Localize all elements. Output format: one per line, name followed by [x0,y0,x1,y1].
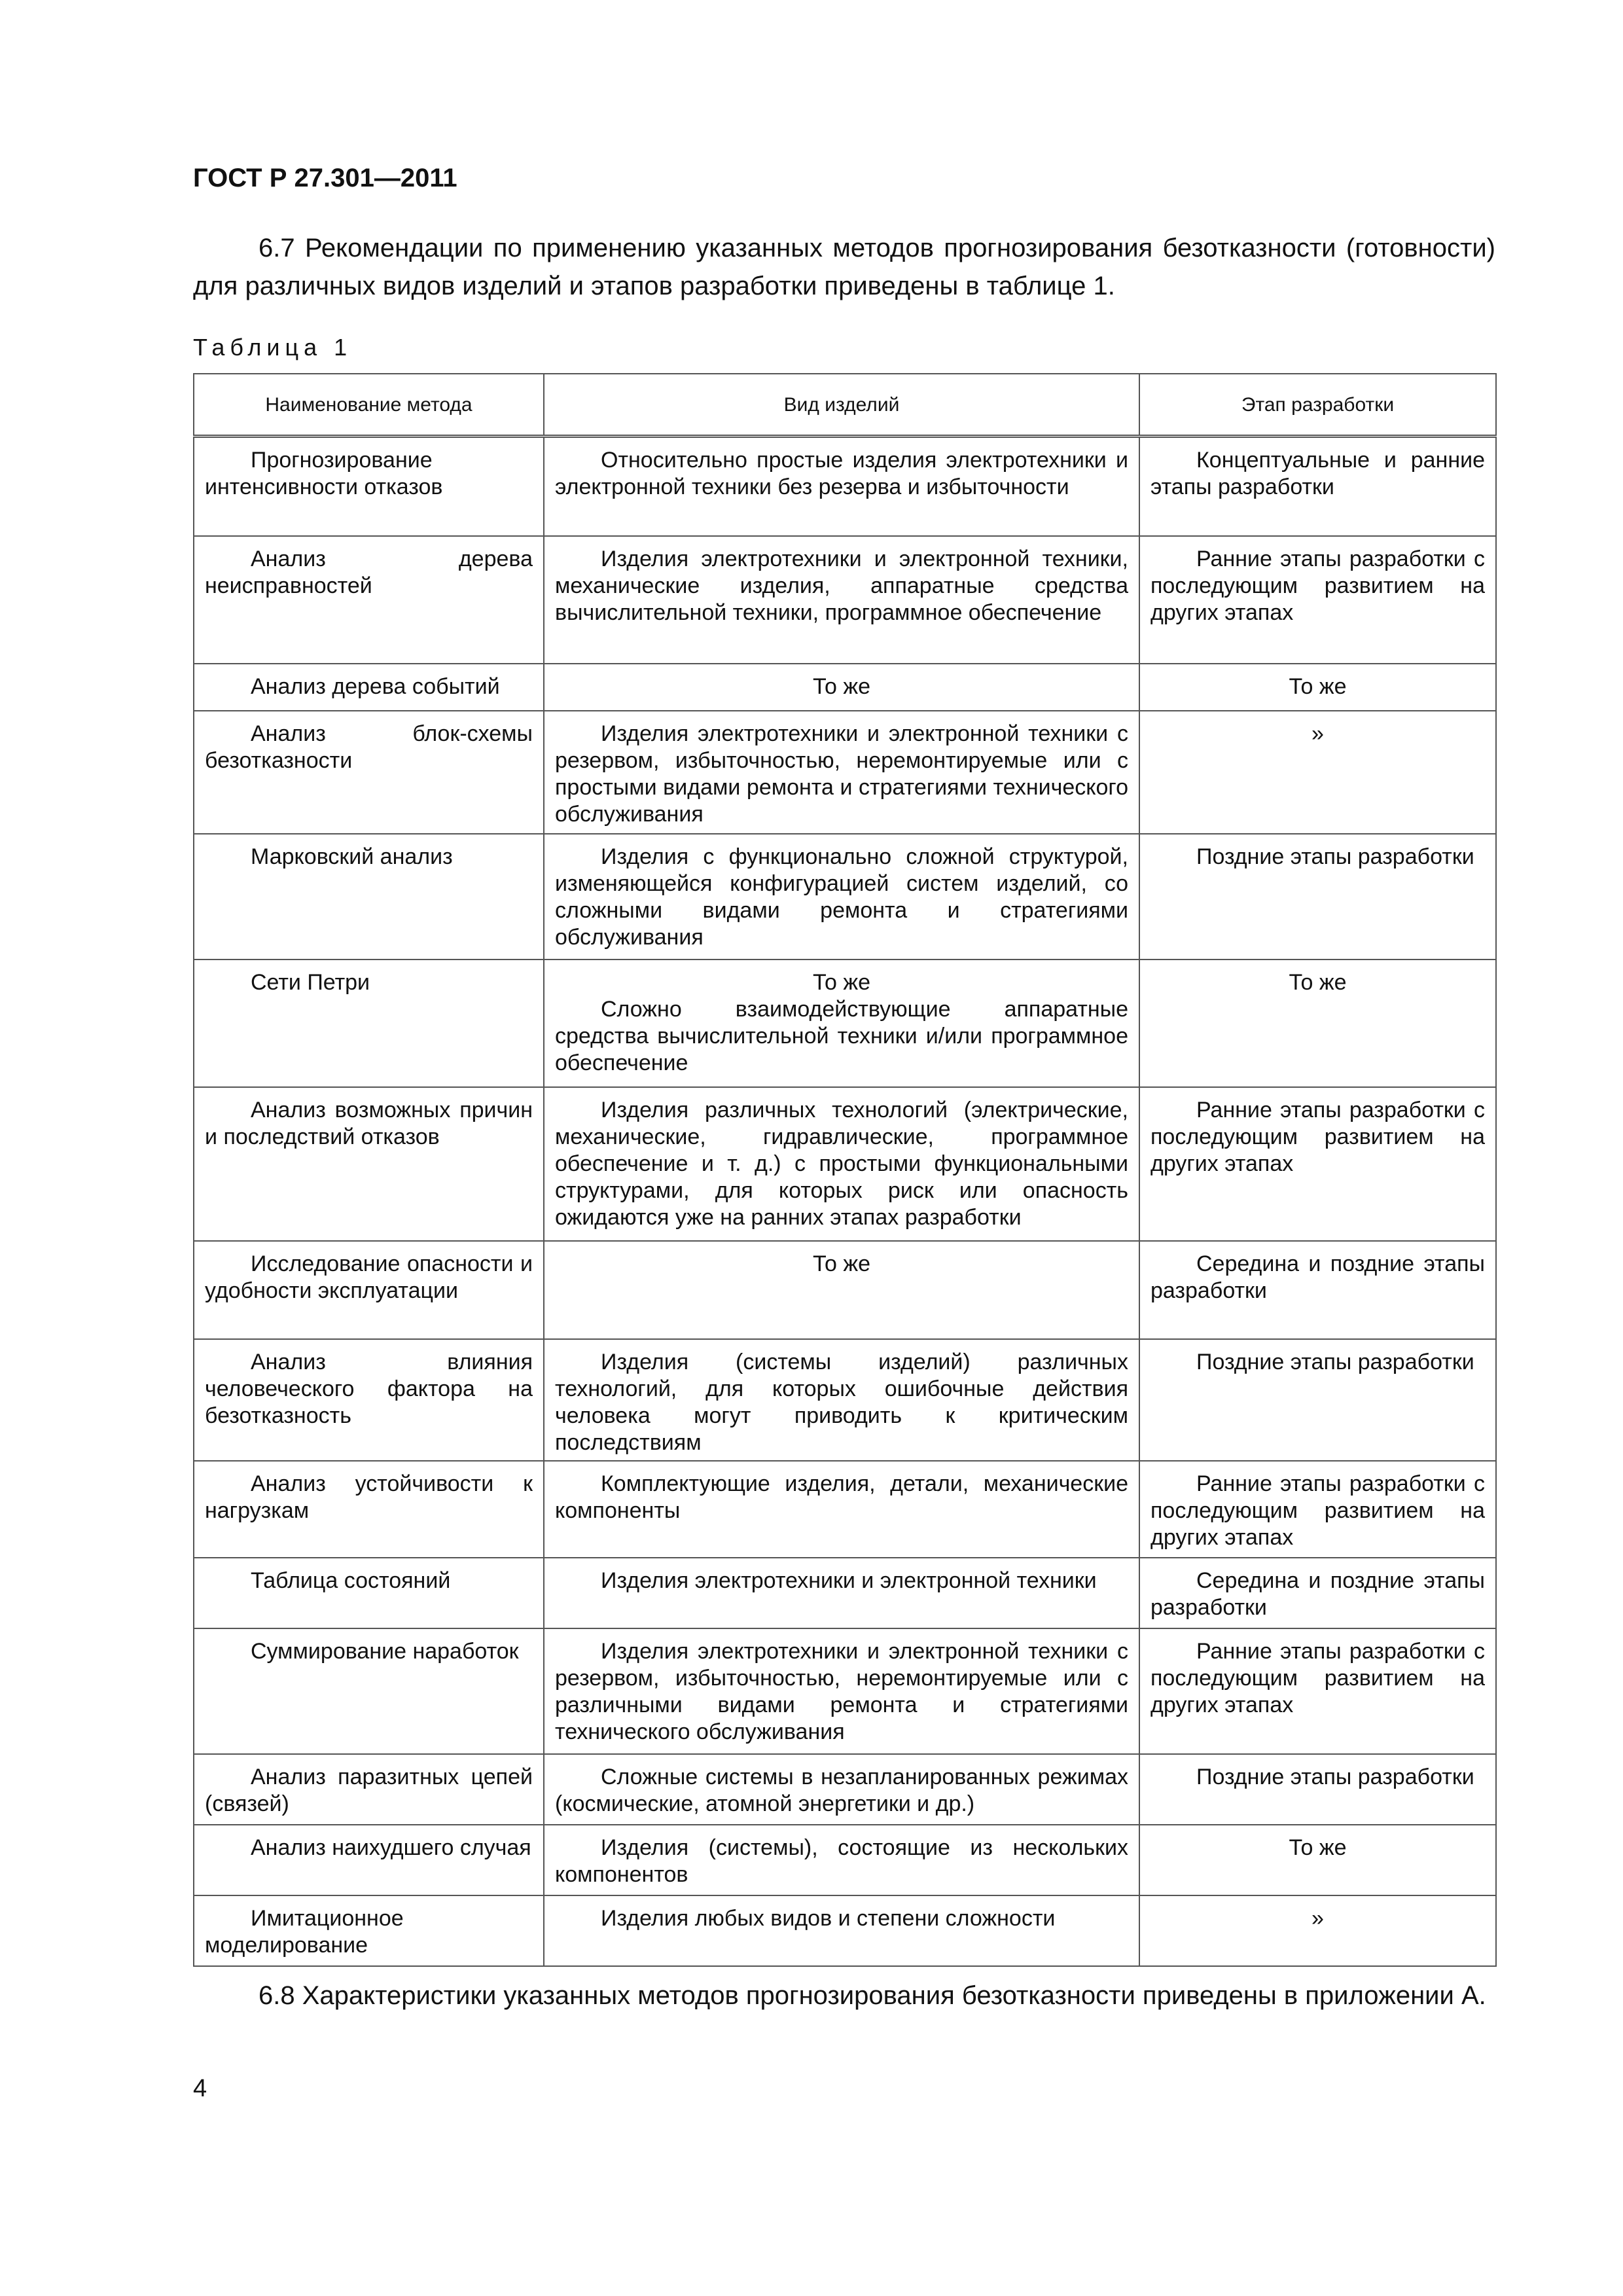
table-row [194,664,1496,711]
products-cell [544,960,1139,1087]
stage-cell: То же [1139,960,1496,1087]
stage-cell: » [1139,711,1496,834]
table-header-row [194,374,1496,437]
table-row [194,1754,1496,1825]
header-products: Вид изделий [544,374,1139,437]
stage-cell: Середина и поздние этапы разработки [1139,1241,1496,1339]
method-cell: Сети Петри [194,960,544,1087]
method-cell: Анализ устойчивости к нагрузкам [194,1461,544,1558]
table-row [194,536,1496,664]
page-number: 4 [193,2075,207,2102]
methods-table [193,373,1497,1967]
products-cell: Изделия электротехники и электронной техники [544,1558,1139,1628]
products-cell: Изделия любых видов и степени сложности [544,1895,1139,1966]
method-cell: Марковский анализ [194,834,544,960]
table-row [194,1895,1496,1966]
products-cell: Сложные системы в незапланированных режимах (космические, атомной энергетики и др.) [544,1754,1139,1825]
table-row [194,1339,1496,1461]
stage-cell: » [1139,1895,1496,1966]
products-cell: Изделия электротехники и электронной техники, механические изделия, аппаратные средства вычислительной техники, программное обеспечение [544,536,1139,664]
paragraph-6-8-text: 6.8 Характеристики указанных методов прогнозирования безотказности приведены в приложении А. [259,1981,1486,2010]
table-row [194,960,1496,1087]
stage-cell: Середина и поздние этапы разработки [1139,1558,1496,1628]
table-row [194,1825,1496,1895]
method-cell: Имитационное моделирование [194,1895,544,1966]
method-cell: Анализ дерева неисправностей [194,536,544,664]
table-row [194,711,1496,834]
table-row [194,1461,1496,1558]
products-same-text: То же [812,969,871,995]
products-extra-text: Сложно взаимодействующие аппаратные средства вычислительной техники и/или программное обеспечение [555,996,1128,1075]
table-row [194,437,1496,536]
stage-cell: Поздние этапы разработки [1139,834,1496,960]
table-row [194,834,1496,960]
method-cell: Исследование опасности и удобности эксплуатации [194,1241,544,1339]
paragraph-6-7 [193,229,1495,305]
products-cell: Изделия (системы изделий) различных технологий, для которых ошибочные действия человека могут приводить к критическим последствиям [544,1339,1139,1461]
products-cell: Относительно простые изделия электротехники и электронной техники без резерва и избыточности [544,437,1139,536]
method-cell: Анализ возможных причин и последствий отказов [194,1087,544,1241]
method-cell: Суммирование наработок [194,1628,544,1754]
header-stage: Этап разработки [1139,374,1496,437]
stage-cell: Поздние этапы разработки [1139,1339,1496,1461]
method-cell: Анализ наихудшего случая [194,1825,544,1895]
table-row [194,1628,1496,1754]
stage-cell: То же [1139,1825,1496,1895]
products-cell: Изделия (системы), состоящие из нескольких компонентов [544,1825,1139,1895]
method-cell: Анализ паразитных цепей (связей) [194,1754,544,1825]
table-row [194,1087,1496,1241]
products-cell: Изделия электротехники и электронной техники с резервом, избыточностью, неремонтируемые или с простыми видами ремонта и стратегиями технического обслуживания [544,711,1139,834]
products-cell: То же [544,664,1139,711]
header-method: Наименование метода [194,374,544,437]
stage-cell: Ранние этапы разработки с последующим развитием на других этапах [1139,1087,1496,1241]
method-cell: Анализ влияния человеческого фактора на безотказность [194,1339,544,1461]
stage-cell: Поздние этапы разработки [1139,1754,1496,1825]
method-cell: Анализ блок-схемы безотказности [194,711,544,834]
method-cell: Анализ дерева событий [194,664,544,711]
products-cell: То же [544,1241,1139,1339]
stage-cell: Ранние этапы разработки с последующим развитием на других этапах [1139,1461,1496,1558]
products-cell: Изделия электротехники и электронной техники с резервом, избыточностью, неремонтируемые или с различными видами ремонта и стратегиями технического обслуживания [544,1628,1139,1754]
stage-cell: Концептуальные и ранние этапы разработки [1139,437,1496,536]
stage-cell: Ранние этапы разработки с последующим развитием на других этапах [1139,1628,1496,1754]
products-cell: Комплектующие изделия, детали, механические компоненты [544,1461,1139,1558]
products-cell: Изделия с функционально сложной структурой, изменяющейся конфигурацией систем изделий, со сложными видами ремонта и стратегиями обслуживания [544,834,1139,960]
paragraph-6-7-text: 6.7 Рекомендации по применению указанных методов прогнозирования безотказности (готовности) для различных видов изделий и этапов разработки приведены в таблице 1. [193,234,1495,300]
standard-header: ГОСТ Р 27.301—2011 [193,164,457,192]
paragraph-6-8 [193,1977,1495,2015]
stage-cell: То же [1139,664,1496,711]
method-cell: Прогнозирование интенсивности отказов [194,437,544,536]
table-row [194,1241,1496,1339]
stage-cell: Ранние этапы разработки с последующим развитием на других этапах [1139,536,1496,664]
table-row [194,1558,1496,1628]
method-cell: Таблица состояний [194,1558,544,1628]
products-cell: Изделия различных технологий (электрические, механические, гидравлические, программное обеспечение и т. д.) с простыми функциональными структурами, для которых риск или опасность ожидаются уже на ранних этапах разработки [544,1087,1139,1241]
table-caption: Таблица 1 [193,334,353,361]
